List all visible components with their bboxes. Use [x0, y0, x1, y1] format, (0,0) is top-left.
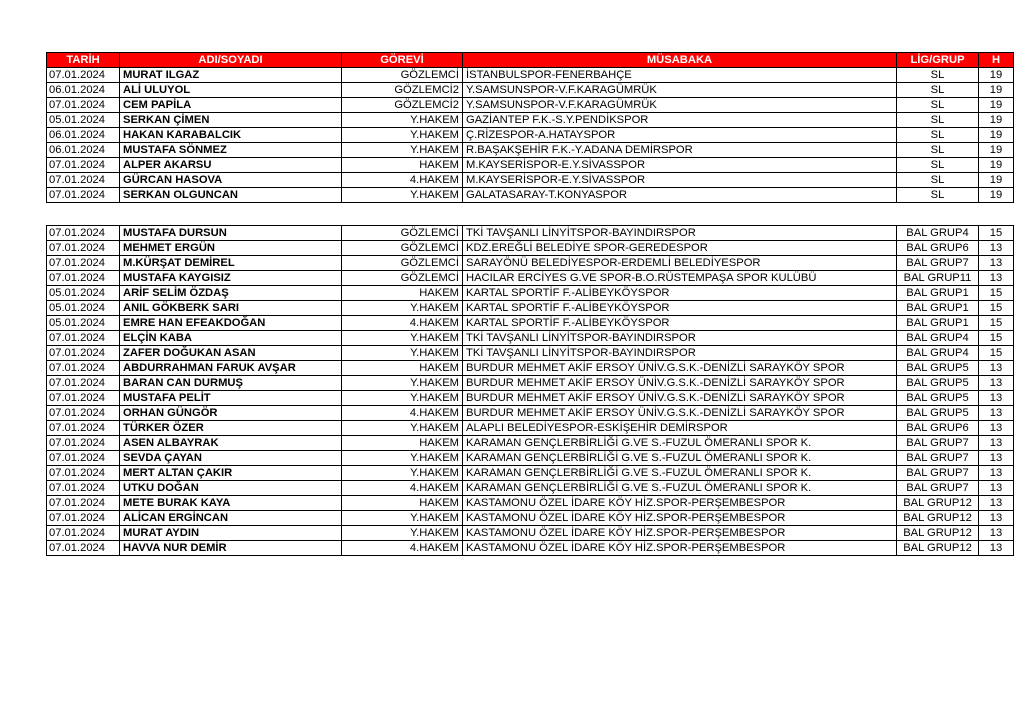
cell-league: BAL GRUP12 — [897, 496, 979, 511]
cell-date: 07.01.2024 — [47, 466, 120, 481]
cell-date: 07.01.2024 — [47, 451, 120, 466]
cell-match: SARAYÖNÜ BELEDİYESPOR-ERDEMLİ BELEDİYESPOR — [463, 256, 897, 271]
cell-date: 07.01.2024 — [47, 361, 120, 376]
cell-league: BAL GRUP6 — [897, 421, 979, 436]
cell-name: EMRE HAN EFEAKDOĞAN — [120, 316, 342, 331]
table-row — [47, 68, 1014, 83]
cell-name: MUSTAFA DURSUN — [120, 226, 342, 241]
cell-match: R.BAŞAKŞEHİR F.K.-Y.ADANA DEMİRSPOR — [463, 143, 897, 158]
cell-league: BAL GRUP12 — [897, 541, 979, 556]
cell-match: Y.SAMSUNSPOR-V.F.KARAGÜMRÜK — [463, 98, 897, 113]
cell-match: HACILAR ERCİYES G.VE SPOR-B.O.RÜSTEMPAŞA SPOR KULÜBÜ — [463, 271, 897, 286]
cell-name: SERKAN ÇİMEN — [120, 113, 342, 128]
cell-match: ALAPLI BELEDİYESPOR-ESKİŞEHİR DEMİRSPOR — [463, 421, 897, 436]
header-name: ADI/SOYADI — [120, 53, 342, 68]
cell-role: Y.HAKEM — [342, 376, 463, 391]
cell-week: 19 — [979, 68, 1014, 83]
cell-league: BAL GRUP12 — [897, 526, 979, 541]
cell-league: BAL GRUP1 — [897, 286, 979, 301]
cell-name: UTKU DOĞAN — [120, 481, 342, 496]
cell-match: KARAMAN GENÇLERBİRLİĞİ G.VE S.-FUZUL ÖMERANLI SPOR K. — [463, 466, 897, 481]
cell-match: İSTANBULSPOR-FENERBAHÇE — [463, 68, 897, 83]
cell-week: 13 — [979, 271, 1014, 286]
cell-role: Y.HAKEM — [342, 526, 463, 541]
table-row — [47, 346, 1014, 361]
cell-role: Y.HAKEM — [342, 113, 463, 128]
cell-league: BAL GRUP7 — [897, 466, 979, 481]
cell-date: 07.01.2024 — [47, 406, 120, 421]
cell-role: 4.HAKEM — [342, 541, 463, 556]
cell-role: 4.HAKEM — [342, 406, 463, 421]
cell-date: 05.01.2024 — [47, 113, 120, 128]
cell-name: METE BURAK KAYA — [120, 496, 342, 511]
table-row — [47, 316, 1014, 331]
cell-match: KARAMAN GENÇLERBİRLİĞİ G.VE S.-FUZUL ÖMERANLI SPOR K. — [463, 436, 897, 451]
cell-league: BAL GRUP7 — [897, 436, 979, 451]
table-row — [47, 421, 1014, 436]
cell-date: 07.01.2024 — [47, 511, 120, 526]
cell-name: ASEN ALBAYRAK — [120, 436, 342, 451]
cell-date: 06.01.2024 — [47, 83, 120, 98]
cell-name: ABDURRAHMAN FARUK AVŞAR — [120, 361, 342, 376]
cell-role: 4.HAKEM — [342, 316, 463, 331]
cell-match: KDZ.EREĞLİ BELEDİYE SPOR-GEREDESPOR — [463, 241, 897, 256]
cell-role: 4.HAKEM — [342, 481, 463, 496]
cell-name: MEHMET ERGÜN — [120, 241, 342, 256]
cell-name: SERKAN OLGUNCAN — [120, 188, 342, 203]
cell-date: 05.01.2024 — [47, 286, 120, 301]
table-row — [47, 526, 1014, 541]
cell-role: Y.HAKEM — [342, 128, 463, 143]
cell-match: M.KAYSERİSPOR-E.Y.SİVASSPOR — [463, 173, 897, 188]
cell-name: ALİ ULUYOL — [120, 83, 342, 98]
cell-week: 15 — [979, 301, 1014, 316]
cell-date: 05.01.2024 — [47, 301, 120, 316]
cell-date: 07.01.2024 — [47, 98, 120, 113]
table-row — [47, 256, 1014, 271]
cell-week: 13 — [979, 391, 1014, 406]
cell-week: 15 — [979, 286, 1014, 301]
cell-week: 13 — [979, 466, 1014, 481]
cell-role: Y.HAKEM — [342, 301, 463, 316]
cell-role: Y.HAKEM — [342, 421, 463, 436]
cell-role: HAKEM — [342, 286, 463, 301]
cell-league: BAL GRUP1 — [897, 316, 979, 331]
cell-week: 19 — [979, 143, 1014, 158]
cell-date: 07.01.2024 — [47, 226, 120, 241]
cell-name: HAVVA NUR DEMİR — [120, 541, 342, 556]
cell-date: 07.01.2024 — [47, 496, 120, 511]
cell-week: 19 — [979, 113, 1014, 128]
cell-league: BAL GRUP1 — [897, 301, 979, 316]
cell-league: BAL GRUP4 — [897, 226, 979, 241]
cell-date: 07.01.2024 — [47, 158, 120, 173]
cell-league: SL — [897, 68, 979, 83]
cell-date: 06.01.2024 — [47, 128, 120, 143]
cell-role: HAKEM — [342, 158, 463, 173]
cell-match: KARTAL SPORTİF F.-ALİBEYKÖYSPOR — [463, 286, 897, 301]
cell-name: HAKAN KARABALCIK — [120, 128, 342, 143]
table-row — [47, 511, 1014, 526]
cell-match: KARTAL SPORTİF F.-ALİBEYKÖYSPOR — [463, 316, 897, 331]
cell-week: 19 — [979, 188, 1014, 203]
cell-league: SL — [897, 113, 979, 128]
cell-date: 07.01.2024 — [47, 256, 120, 271]
cell-week: 13 — [979, 376, 1014, 391]
cell-name: CEM PAPİLA — [120, 98, 342, 113]
cell-week: 15 — [979, 226, 1014, 241]
cell-name: ANIL GÖKBERK SARI — [120, 301, 342, 316]
cell-date: 07.01.2024 — [47, 68, 120, 83]
cell-match: GAZİANTEP F.K.-S.Y.PENDİKSPOR — [463, 113, 897, 128]
cell-match: KASTAMONU ÖZEL İDARE KÖY HİZ.SPOR-PERŞEMBESPOR — [463, 541, 897, 556]
cell-name: M.KÜRŞAT DEMİREL — [120, 256, 342, 271]
cell-league: SL — [897, 83, 979, 98]
table-row — [47, 406, 1014, 421]
cell-week: 13 — [979, 406, 1014, 421]
cell-date: 07.01.2024 — [47, 526, 120, 541]
table-row — [47, 128, 1014, 143]
cell-league: SL — [897, 98, 979, 113]
cell-role: GÖZLEMCİ — [342, 271, 463, 286]
cell-name: MURAT ILGAZ — [120, 68, 342, 83]
cell-match: TKİ TAVŞANLI LİNYİTSPOR-BAYINDIRSPOR — [463, 331, 897, 346]
cell-role: HAKEM — [342, 496, 463, 511]
cell-date: 07.01.2024 — [47, 421, 120, 436]
cell-match: KASTAMONU ÖZEL İDARE KÖY HİZ.SPOR-PERŞEMBESPOR — [463, 511, 897, 526]
cell-week: 13 — [979, 436, 1014, 451]
cell-match: Y.SAMSUNSPOR-V.F.KARAGÜMRÜK — [463, 83, 897, 98]
table-row — [47, 188, 1014, 203]
cell-role: Y.HAKEM — [342, 466, 463, 481]
table-row — [47, 331, 1014, 346]
cell-league: BAL GRUP11 — [897, 271, 979, 286]
cell-date: 07.01.2024 — [47, 173, 120, 188]
cell-week: 13 — [979, 361, 1014, 376]
table-row — [47, 271, 1014, 286]
table-header-row — [47, 53, 1014, 68]
cell-name: BARAN CAN DURMUŞ — [120, 376, 342, 391]
cell-week: 19 — [979, 158, 1014, 173]
table-row — [47, 113, 1014, 128]
cell-role: Y.HAKEM — [342, 188, 463, 203]
cell-role: HAKEM — [342, 436, 463, 451]
cell-name: ARİF SELİM ÖZDAŞ — [120, 286, 342, 301]
cell-week: 19 — [979, 83, 1014, 98]
cell-match: KASTAMONU ÖZEL İDARE KÖY HİZ.SPOR-PERŞEMBESPOR — [463, 496, 897, 511]
cell-date: 07.01.2024 — [47, 436, 120, 451]
table-row — [47, 83, 1014, 98]
cell-league: SL — [897, 188, 979, 203]
table-row — [47, 436, 1014, 451]
cell-league: SL — [897, 158, 979, 173]
cell-week: 15 — [979, 346, 1014, 361]
table-row — [47, 481, 1014, 496]
cell-role: 4.HAKEM — [342, 173, 463, 188]
cell-name: MURAT AYDIN — [120, 526, 342, 541]
cell-role: GÖZLEMCİ — [342, 241, 463, 256]
cell-role: Y.HAKEM — [342, 391, 463, 406]
cell-league: SL — [897, 143, 979, 158]
cell-league: BAL GRUP12 — [897, 511, 979, 526]
table-row — [47, 226, 1014, 241]
cell-league: BAL GRUP7 — [897, 256, 979, 271]
cell-league: BAL GRUP7 — [897, 481, 979, 496]
cell-role: Y.HAKEM — [342, 451, 463, 466]
table-row — [47, 361, 1014, 376]
cell-week: 19 — [979, 128, 1014, 143]
cell-name: MERT ALTAN ÇAKIR — [120, 466, 342, 481]
cell-role: Y.HAKEM — [342, 331, 463, 346]
cell-name: MUSTAFA SÖNMEZ — [120, 143, 342, 158]
cell-league: BAL GRUP5 — [897, 391, 979, 406]
cell-name: MUSTAFA PELİT — [120, 391, 342, 406]
cell-date: 05.01.2024 — [47, 316, 120, 331]
cell-week: 13 — [979, 256, 1014, 271]
cell-date: 07.01.2024 — [47, 481, 120, 496]
cell-match: BURDUR MEHMET AKİF ERSOY ÜNİV.G.S.K.-DENİZLİ SARAYKÖY SPOR — [463, 391, 897, 406]
cell-date: 07.01.2024 — [47, 541, 120, 556]
header-week: H — [979, 53, 1014, 68]
table-row — [47, 376, 1014, 391]
table-row — [47, 301, 1014, 316]
cell-name: ELÇİN KABA — [120, 331, 342, 346]
cell-league: BAL GRUP5 — [897, 361, 979, 376]
table-row — [47, 541, 1014, 556]
table-row — [47, 98, 1014, 113]
cell-role: GÖZLEMCİ — [342, 226, 463, 241]
assignments-table-super-league — [46, 52, 1014, 203]
cell-date: 07.01.2024 — [47, 241, 120, 256]
cell-match: BURDUR MEHMET AKİF ERSOY ÜNİV.G.S.K.-DENİZLİ SARAYKÖY SPOR — [463, 361, 897, 376]
cell-match: Ç.RİZESPOR-A.HATAYSPOR — [463, 128, 897, 143]
header-league: LİG/GRUP — [897, 53, 979, 68]
cell-league: BAL GRUP4 — [897, 346, 979, 361]
table-row — [47, 143, 1014, 158]
cell-week: 13 — [979, 541, 1014, 556]
cell-name: ALPER AKARSU — [120, 158, 342, 173]
cell-name: SEVDA ÇAYAN — [120, 451, 342, 466]
header-date: TARİH — [47, 53, 120, 68]
cell-week: 15 — [979, 316, 1014, 331]
cell-match: M.KAYSERİSPOR-E.Y.SİVASSPOR — [463, 158, 897, 173]
cell-week: 13 — [979, 526, 1014, 541]
header-role: GÖREVİ — [342, 53, 463, 68]
cell-league: BAL GRUP4 — [897, 331, 979, 346]
header-match: MÜSABAKA — [463, 53, 897, 68]
cell-name: GÜRCAN HASOVA — [120, 173, 342, 188]
cell-role: GÖZLEMCİ2 — [342, 98, 463, 113]
cell-league: BAL GRUP7 — [897, 451, 979, 466]
table-row — [47, 496, 1014, 511]
cell-week: 15 — [979, 331, 1014, 346]
cell-match: BURDUR MEHMET AKİF ERSOY ÜNİV.G.S.K.-DENİZLİ SARAYKÖY SPOR — [463, 406, 897, 421]
cell-league: SL — [897, 173, 979, 188]
table-row — [47, 466, 1014, 481]
cell-role: HAKEM — [342, 361, 463, 376]
cell-week: 19 — [979, 173, 1014, 188]
cell-date: 07.01.2024 — [47, 188, 120, 203]
cell-match: KARAMAN GENÇLERBİRLİĞİ G.VE S.-FUZUL ÖMERANLI SPOR K. — [463, 481, 897, 496]
cell-name: ALİCAN ERGİNCAN — [120, 511, 342, 526]
cell-week: 13 — [979, 451, 1014, 466]
cell-league: SL — [897, 128, 979, 143]
cell-date: 07.01.2024 — [47, 331, 120, 346]
assignments-table-regional-league — [46, 225, 1014, 556]
cell-date: 07.01.2024 — [47, 346, 120, 361]
table-row — [47, 158, 1014, 173]
cell-match: TKİ TAVŞANLI LİNYİTSPOR-BAYINDIRSPOR — [463, 346, 897, 361]
cell-league: BAL GRUP5 — [897, 376, 979, 391]
cell-date: 06.01.2024 — [47, 143, 120, 158]
cell-match: GALATASARAY-T.KONYASPOR — [463, 188, 897, 203]
table-row — [47, 173, 1014, 188]
cell-match: KASTAMONU ÖZEL İDARE KÖY HİZ.SPOR-PERŞEMBESPOR — [463, 526, 897, 541]
cell-role: GÖZLEMCİ — [342, 68, 463, 83]
cell-week: 19 — [979, 98, 1014, 113]
cell-week: 13 — [979, 496, 1014, 511]
cell-league: BAL GRUP5 — [897, 406, 979, 421]
cell-role: GÖZLEMCİ2 — [342, 83, 463, 98]
cell-date: 07.01.2024 — [47, 376, 120, 391]
table-row — [47, 286, 1014, 301]
cell-league: BAL GRUP6 — [897, 241, 979, 256]
cell-name: ORHAN GÜNGÖR — [120, 406, 342, 421]
cell-match: KARAMAN GENÇLERBİRLİĞİ G.VE S.-FUZUL ÖMERANLI SPOR K. — [463, 451, 897, 466]
cell-role: Y.HAKEM — [342, 143, 463, 158]
cell-match: TKİ TAVŞANLI LİNYİTSPOR-BAYINDIRSPOR — [463, 226, 897, 241]
table-row — [47, 391, 1014, 406]
cell-role: GÖZLEMCİ — [342, 256, 463, 271]
cell-match: KARTAL SPORTİF F.-ALİBEYKÖYSPOR — [463, 301, 897, 316]
cell-role: Y.HAKEM — [342, 511, 463, 526]
cell-week: 13 — [979, 421, 1014, 436]
cell-date: 07.01.2024 — [47, 271, 120, 286]
table-row — [47, 241, 1014, 256]
cell-match: BURDUR MEHMET AKİF ERSOY ÜNİV.G.S.K.-DENİZLİ SARAYKÖY SPOR — [463, 376, 897, 391]
cell-role: Y.HAKEM — [342, 346, 463, 361]
cell-date: 07.01.2024 — [47, 391, 120, 406]
cell-week: 13 — [979, 481, 1014, 496]
table-row — [47, 451, 1014, 466]
cell-name: MUSTAFA KAYGISIZ — [120, 271, 342, 286]
cell-name: ZAFER DOĞUKAN ASAN — [120, 346, 342, 361]
cell-week: 13 — [979, 511, 1014, 526]
cell-name: TÜRKER ÖZER — [120, 421, 342, 436]
cell-week: 13 — [979, 241, 1014, 256]
